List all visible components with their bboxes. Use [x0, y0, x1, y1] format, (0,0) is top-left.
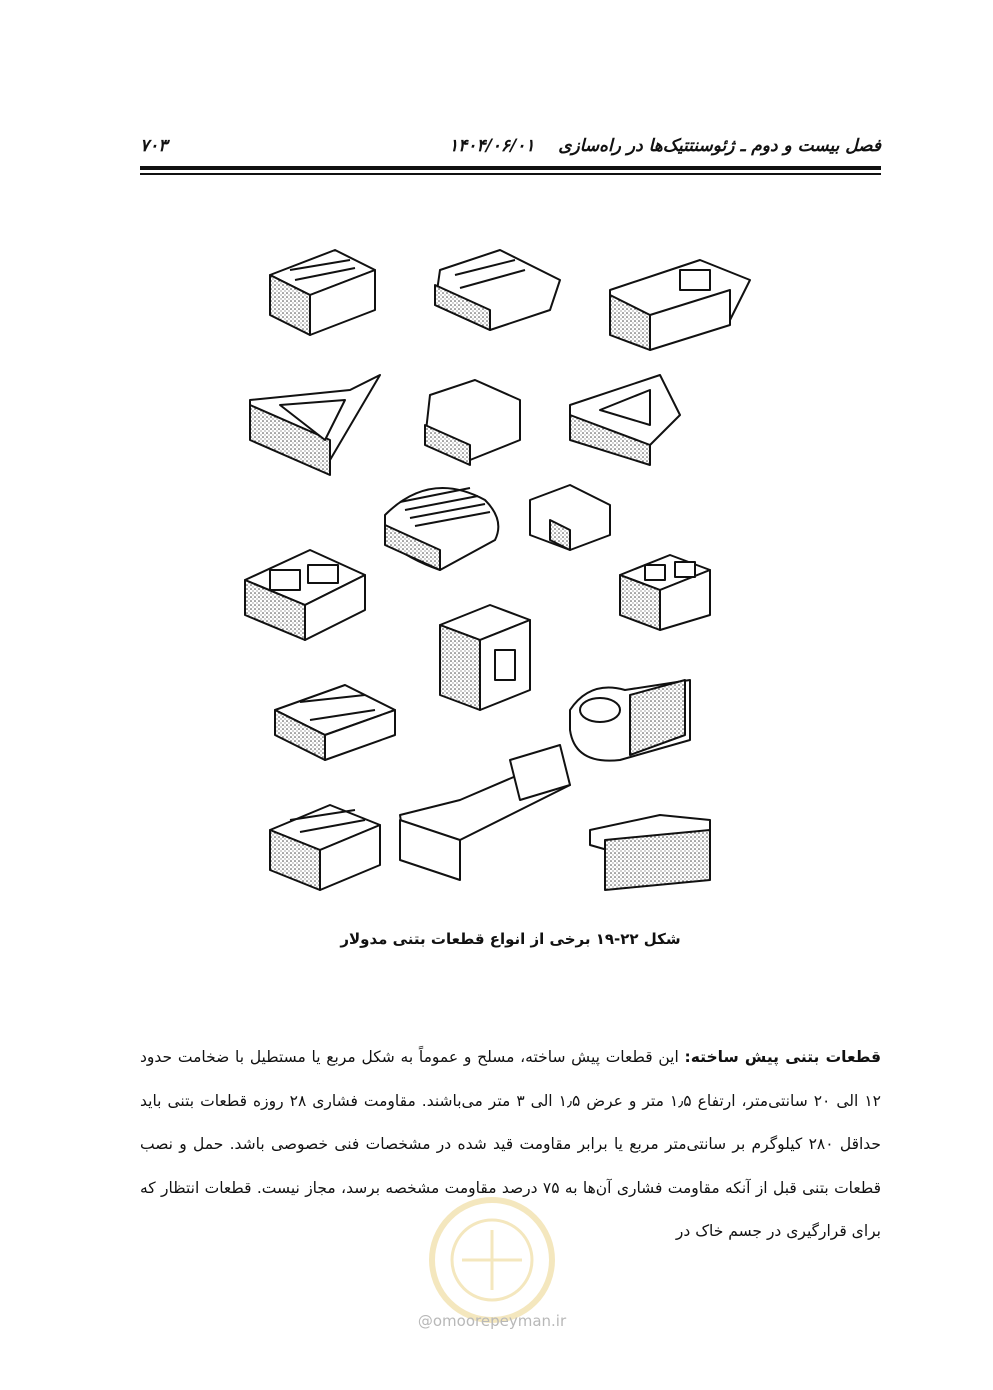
paragraph-text: این قطعات پیش ساخته، مسلح و عموماً به شکل مربع یا مستطیل با ضخامت حدود ۱۲ الی ۲۰ سانتی‌متر، ارتفاع ۱٫۵ متر و عرض ۱٫۵ الی ۳ متر می‌باشند. مقاومت فشاری ۲۸ روزه قطعات بتنی باید حداقل ۲۸۰ کیلوگرم بر سانتی‌متر مربع یا برابر مقاومت قید شده در مشخصات فنی خصوصی باشد. حمل و نصب قطعات بتنی قبل از آنکه مقاومت فشاری آن‌ها به ۷۵ درصد مقاومت مشخصه برسد، مجاز نیست. قطعات انتظار که برای قرارگیری در جسم خاک در [140, 1048, 882, 1240]
block-ribbed-curved [385, 488, 498, 570]
block-long-connector [400, 745, 570, 880]
block-grooved-top [270, 250, 375, 335]
block-double-cell-left [245, 550, 365, 640]
page-header [140, 128, 881, 164]
block-triangle-left [250, 375, 380, 475]
block-slotted-cube [270, 805, 380, 890]
paragraph-lead: قطعات بتنی پیش ساخته: [684, 1048, 881, 1066]
block-small-notched [530, 485, 610, 550]
blocks-illustration [230, 240, 770, 920]
block-round-socket [570, 680, 690, 761]
block-vertical-hollow [440, 605, 530, 710]
watermark-text: @omoorepeyman.ir [417, 1312, 567, 1330]
block-triangle-right [570, 375, 680, 465]
block-hollow-arm [610, 260, 750, 350]
block-hexagonal [425, 380, 520, 465]
block-forked [590, 815, 710, 890]
header-rule-thick [140, 166, 881, 170]
chapter-title: فصل بیست و دوم ـ ژئوسنتتیک‌ها در راه‌سازی [558, 136, 881, 156]
figure-caption: شکل ۲۲-۱۹ برخی از انواع قطعات بتنی مدولار [340, 930, 681, 948]
block-grooved-low [275, 685, 395, 760]
page-number: ۷۰۳ [140, 136, 168, 156]
modular-blocks-figure [230, 240, 770, 920]
header-rule-thin [140, 173, 881, 175]
block-profiled [435, 250, 560, 330]
block-double-cell-right [620, 555, 710, 630]
header-date: ۱۴۰۴/۰۶/۰۱ [449, 136, 535, 156]
header-title-group [449, 136, 881, 156]
